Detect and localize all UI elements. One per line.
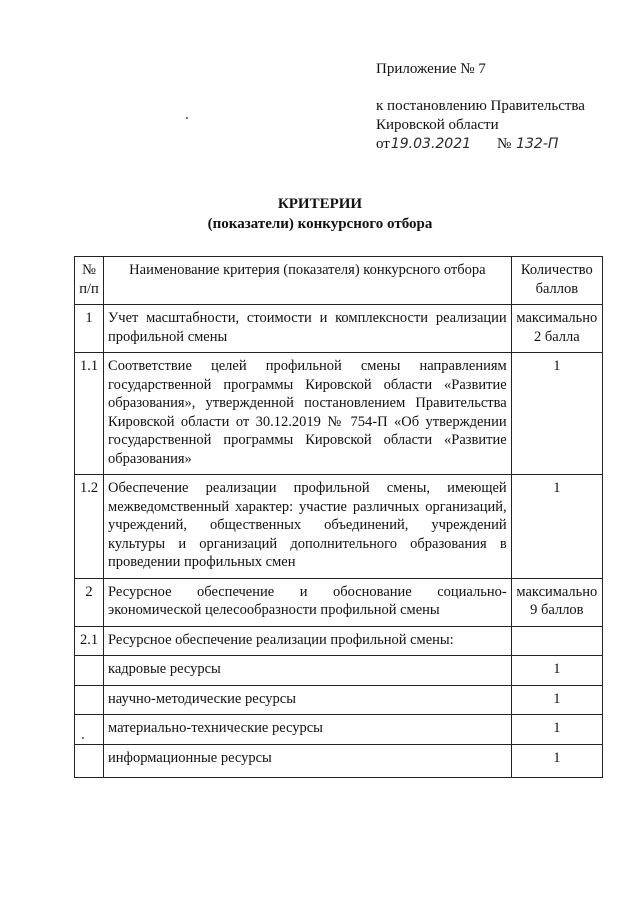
row-name: кадровые ресурсы: [104, 656, 512, 686]
row-points: 1: [511, 715, 602, 745]
row-points: 1: [511, 744, 602, 777]
document-title: [0, 194, 640, 234]
row-num: 1: [75, 305, 104, 353]
row-num: 2: [75, 578, 104, 626]
row-num: 1.2: [75, 475, 104, 579]
row-points: [511, 626, 602, 656]
header-name: Наименование критерия (показателя) конкурсного отбора: [104, 257, 512, 305]
row-num: 1.1: [75, 353, 104, 475]
appendix-decree-ref: к постановлению Правительства: [376, 98, 585, 114]
table-row: [75, 656, 603, 686]
appendix-number: Приложение № 7: [376, 61, 486, 77]
scan-speck: [82, 737, 84, 739]
table-header-row: [75, 257, 603, 305]
criteria-table: [74, 256, 603, 778]
row-name: Ресурсное обеспечение и обоснование социально-экономической целесообразности профильной смены: [104, 578, 512, 626]
row-name: Обеспечение реализации профильной смены, имеющей межведомственный характер: участие различных организаций, учреждений, общественных объединений, учреждений культуры и организаций дополнительного образования в проведении профильных смен: [104, 475, 512, 579]
date-prefix: от: [376, 136, 390, 152]
title-main: КРИТЕРИИ: [277, 196, 363, 212]
row-name: Соответствие целей профильной смены направлениям государственной программы Кировской области «Развитие образования», утвержденной постановлением Правительства Кировской области от 30.12.2019 № 754-П «Об утверждении государственной программы Кировской области «Развитие образования»: [104, 353, 512, 475]
row-points: максимально 2 балла: [511, 305, 602, 353]
row-num: [75, 685, 104, 715]
handwritten-date: 19.03.2021: [390, 136, 472, 152]
appendix-region: Кировской области: [376, 117, 499, 133]
appendix-date-line: [376, 135, 626, 154]
number-prefix: №: [497, 136, 512, 152]
table-row: [75, 685, 603, 715]
row-name: научно-методические ресурсы: [104, 685, 512, 715]
table-row: [75, 475, 603, 579]
row-points: 1: [511, 656, 602, 686]
row-num: [75, 656, 104, 686]
row-points: 1: [511, 353, 602, 475]
row-points: максимально 9 баллов: [511, 578, 602, 626]
header-points: Количество баллов: [511, 257, 602, 305]
row-name: Учет масштабности, стоимости и комплексности реализации профильной смены: [104, 305, 512, 353]
row-name: информационные ресурсы: [104, 744, 512, 777]
row-name: Ресурсное обеспечение реализации профильной смены:: [104, 626, 512, 656]
row-points: 1: [511, 685, 602, 715]
handwritten-number: 132-П: [516, 136, 559, 152]
table-row: [75, 626, 603, 656]
table-row: [75, 578, 603, 626]
row-num: 2.1: [75, 626, 104, 656]
table-row: [75, 305, 603, 353]
table-row: [75, 715, 603, 745]
appendix-block: [376, 60, 626, 154]
title-sub: (показатели) конкурсного отбора: [207, 216, 433, 232]
table-row: [75, 353, 603, 475]
table-row: [75, 744, 603, 777]
scan-speck: [186, 117, 188, 119]
row-num: [75, 744, 104, 777]
row-num: [75, 715, 104, 745]
header-num: № п/п: [75, 257, 104, 305]
row-points: 1: [511, 475, 602, 579]
row-name: материально-технические ресурсы: [104, 715, 512, 745]
